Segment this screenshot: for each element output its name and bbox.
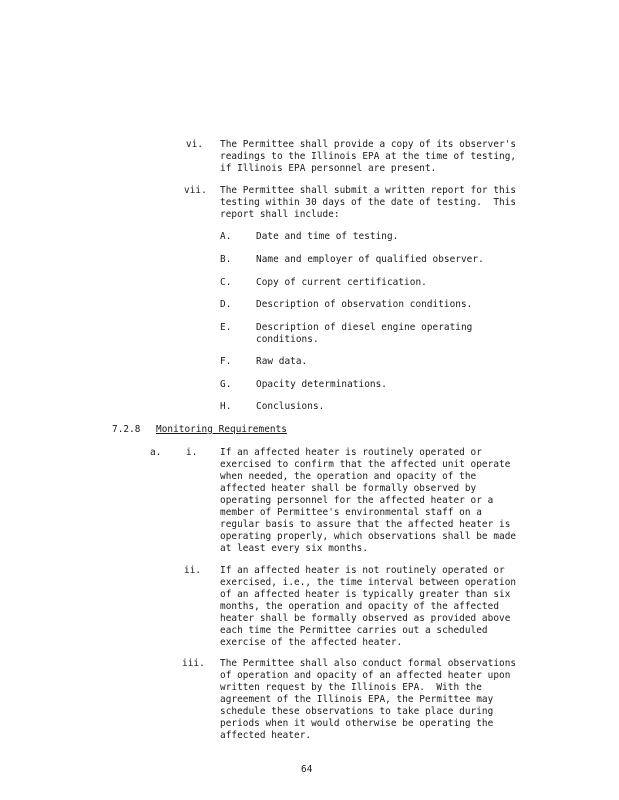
- paragraph-line: exercised, i.e., the time interval between operation: [220, 577, 517, 588]
- paragraph-line: exercised to confirm that the affected unit operate: [220, 459, 511, 470]
- paragraph-line: schedule these observations to take place during: [220, 706, 494, 717]
- list-item-letter: B.: [220, 254, 232, 265]
- list-item-text: Copy of current certification.: [256, 277, 427, 288]
- paragraph-line: regular basis to assure that the affected heater is: [220, 519, 511, 530]
- list-item-text: Raw data.: [256, 356, 308, 367]
- paragraph-line: If an affected heater is not routinely operated or: [220, 565, 505, 576]
- item-vi-line-3: if Illinois EPA personnel are present.: [220, 163, 437, 174]
- item-a-iii-number: iii.: [182, 658, 205, 669]
- list-item-text: Description of observation conditions.: [256, 299, 473, 310]
- paragraph-line: each time the Permittee carries out a scheduled: [220, 625, 488, 636]
- list-item-letter: F.: [220, 356, 232, 367]
- list-item-letter: G.: [220, 379, 232, 390]
- list-item-letter: E.: [220, 322, 232, 333]
- paragraph-line: of an affected heater is typically greater than six: [220, 589, 511, 600]
- paragraph-line: operating properly, which observations shall be made: [220, 531, 517, 542]
- paragraph-line: exercise of the affected heater.: [220, 637, 403, 648]
- paragraph-line: heater shall be formally observed as provided above: [220, 613, 511, 624]
- list-item-letter: C.: [220, 277, 232, 288]
- section-number: 7.2.8: [112, 424, 141, 435]
- paragraph-line: months, the operation and opacity of the affected: [220, 601, 500, 612]
- paragraph-line: affected heater shall be formally observed by: [220, 483, 477, 494]
- item-vii-number: vii.: [184, 185, 207, 196]
- section-title: Monitoring Requirements: [156, 424, 287, 435]
- paragraph-line: of operation and opacity of an affected heater upon: [220, 670, 511, 681]
- item-vi-number: vi.: [186, 139, 204, 150]
- paragraph-line: The Permittee shall also conduct formal observations: [220, 658, 517, 669]
- paragraph-line: agreement of the Illinois EPA, the Permittee may: [220, 694, 494, 705]
- list-item-letter: A.: [220, 231, 232, 242]
- list-item-text: Description of diesel engine operating: [256, 322, 473, 333]
- list-item-letter: H.: [220, 401, 232, 412]
- paragraph-line: periods when it would otherwise be operating the: [220, 718, 494, 729]
- paragraph-line: when needed, the operation and opacity of the: [220, 471, 477, 482]
- item-vi-line-2: readings to the Illinois EPA at the time of testing,: [220, 151, 517, 162]
- list-item-letter: D.: [220, 299, 232, 310]
- paragraph-line: at least every six months.: [220, 543, 369, 554]
- paragraph-line: If an affected heater is routinely operated or: [220, 447, 482, 458]
- page-number: 64: [301, 764, 313, 775]
- paragraph-line: member of Permittee's environmental staff on a: [220, 507, 482, 518]
- item-vii-line-3: report shall include:: [220, 209, 340, 220]
- item-vii-line-2: testing within 30 days of the date of testing. This: [220, 197, 517, 208]
- list-item-text: Date and time of testing.: [256, 231, 399, 242]
- item-vii-line-1: The Permittee shall submit a written report for this: [220, 185, 517, 196]
- list-item-text: Name and employer of qualified observer.: [256, 254, 484, 265]
- item-vi-line-1: The Permittee shall provide a copy of its observer's: [220, 139, 517, 150]
- item-a-i-number: i.: [186, 447, 198, 458]
- list-item-text: conditions.: [256, 334, 319, 345]
- subsection-letter: a.: [150, 447, 162, 458]
- paragraph-line: operating personnel for the affected heater or a: [220, 495, 494, 506]
- paragraph-line: affected heater.: [220, 730, 312, 741]
- paragraph-line: written request by the Illinois EPA. With the: [220, 682, 482, 693]
- item-a-ii-number: ii.: [184, 565, 202, 576]
- list-item-text: Conclusions.: [256, 401, 325, 412]
- list-item-text: Opacity determinations.: [256, 379, 387, 390]
